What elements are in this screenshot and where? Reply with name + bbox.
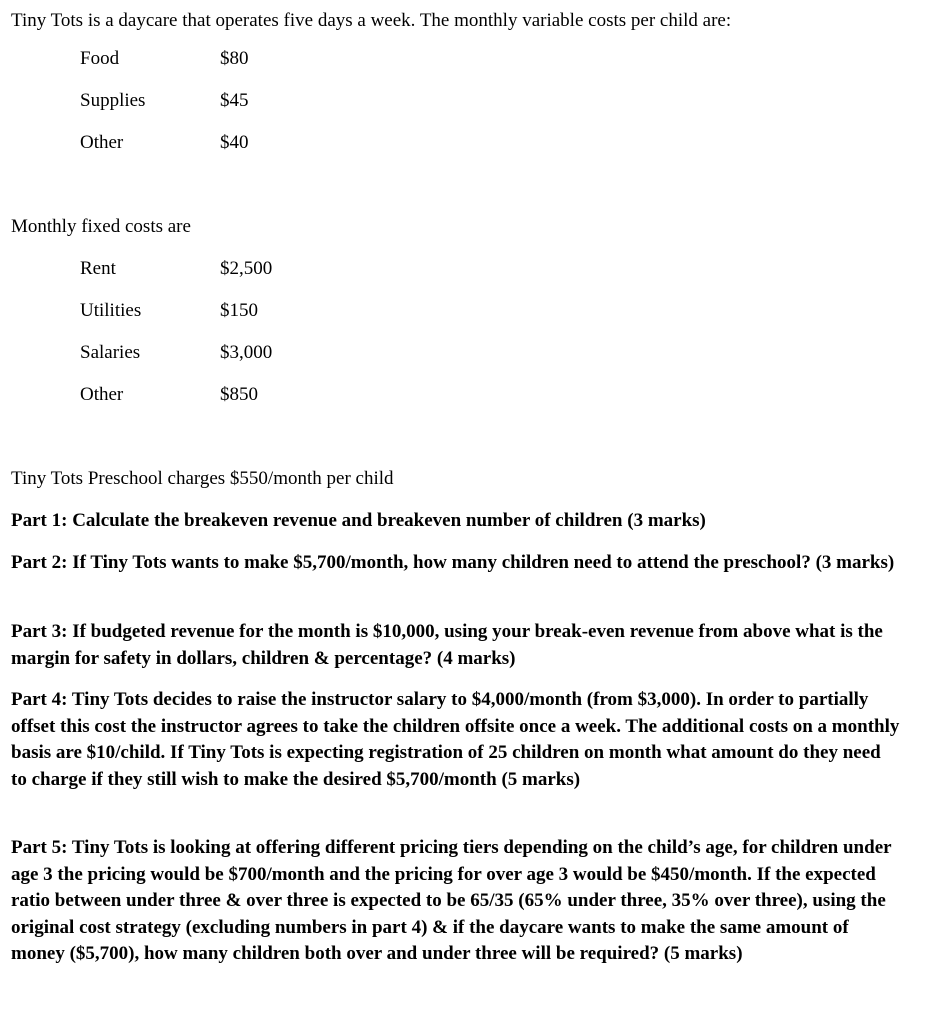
question-part-2: Part 2: If Tiny Tots wants to make $5,700/month, how many children need to attend the preschool? (3 marks) [11, 552, 895, 573]
price-line: Tiny Tots Preschool charges $550/month per child [11, 468, 394, 489]
variable-cost-value: $40 [220, 132, 249, 153]
fixed-cost-label: Rent [80, 258, 116, 279]
question-part-5: Part 5: Tiny Tots is looking at offering different pricing tiers depending on the child’s age, for children under age 3 the pricing would be $700/month and the pricing for over age 3 would be $450/month. If the expected ratio between under three & over three is expected to be 65/35 (65% under three, 35% over three), using the original cost strategy (excluding numbers in part 4) & if the daycare wants to make the same amount of money ($5,700), how many children both over and under three will be required? (5 marks) [11, 837, 892, 964]
variable-cost-row [0, 132, 400, 156]
fixed-cost-label: Utilities [80, 300, 142, 321]
variable-cost-label: Food [80, 48, 120, 69]
variable-cost-row [0, 90, 400, 114]
fixed-cost-row [0, 258, 400, 282]
fixed-cost-row [0, 300, 400, 324]
variable-cost-value: $80 [220, 48, 249, 69]
question-part-4: Part 4: Tiny Tots decides to raise the instructor salary to $4,000/month (from $3,000). In order to partially offset this cost the instructor agrees to take the children offsite once a week. The additional costs on a monthly basis are $10/child. If Tiny Tots is expecting registration of 25 children on month what amount do they need to charge if they still wish to make the desired $5,700/month (5 marks) [11, 689, 900, 790]
fixed-cost-row [0, 384, 400, 408]
fixed-costs-heading: Monthly fixed costs are [11, 216, 191, 237]
variable-cost-label: Other [80, 132, 124, 153]
variable-cost-label: Supplies [80, 90, 146, 111]
fixed-cost-label: Other [80, 384, 124, 405]
question-part-1: Part 1: Calculate the breakeven revenue and breakeven number of children (3 marks) [11, 510, 706, 531]
fixed-cost-value: $150 [220, 300, 258, 321]
variable-cost-value: $45 [220, 90, 249, 111]
fixed-cost-value: $3,000 [220, 342, 273, 363]
question-part-3: Part 3: If budgeted revenue for the month is $10,000, using your break-even revenue from above what is the margin for safety in dollars, children & percentage? (4 marks) [11, 621, 883, 669]
fixed-cost-value: $850 [220, 384, 258, 405]
fixed-cost-row [0, 342, 400, 366]
fixed-cost-label: Salaries [80, 342, 141, 363]
fixed-cost-value: $2,500 [220, 258, 273, 279]
variable-cost-row [0, 48, 400, 72]
intro-text: Tiny Tots is a daycare that operates five days a week. The monthly variable costs per child are: [11, 10, 732, 31]
